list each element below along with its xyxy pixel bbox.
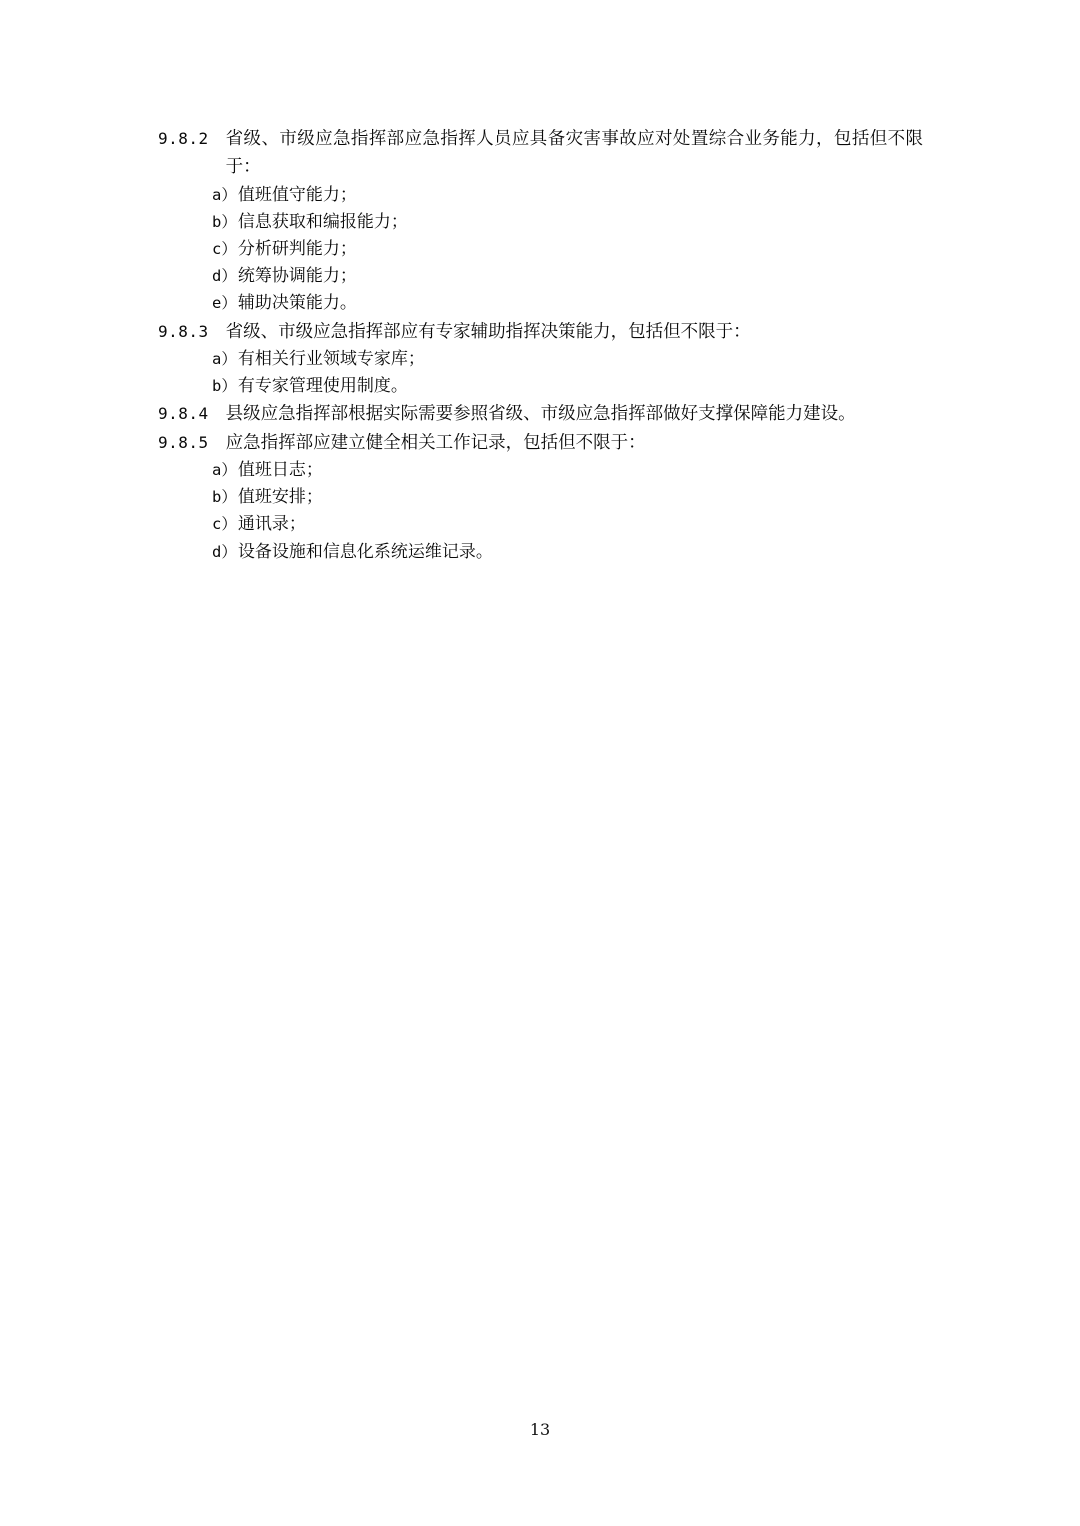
list-item-text: 统筹协调能力； [237,266,357,287]
list-item [212,182,923,209]
clause-number: 9.8.3 [158,321,209,341]
list-item-label: e） [212,294,237,313]
list-item-label: c） [212,240,237,259]
clause-number: 9.8.2 [158,129,209,148]
clause-number: 9.8.5 [158,432,209,452]
page-number: 13 [529,1420,551,1439]
list-item [212,290,923,317]
list-item [212,209,923,236]
clause-heading [158,400,923,428]
list-item-label: a） [212,461,237,480]
list-item [212,457,923,484]
list-item-label: d） [212,267,237,286]
list-item-label: b） [212,488,237,507]
clause-block [158,318,923,401]
list-item [212,263,923,290]
clause-text: 省级、市级应急指挥部应急指挥人员应具备灾害事故应对处置综合业务能力，包括但不限于： [225,129,923,178]
clause-number: 9.8.4 [158,404,209,424]
list-item-label: b） [212,377,237,396]
clause-text: 省级、市级应急指挥部应有专家辅助指挥决策能力，包括但不限于： [225,321,751,342]
list-item-label: a） [212,349,237,368]
document-body [158,125,923,566]
list-item-label: a） [212,185,237,204]
list-item [212,511,923,538]
clause-heading [158,125,923,182]
list-item-text: 有专家管理使用制度。 [237,376,408,397]
list-item-label: c） [212,515,237,534]
list-item [212,484,923,511]
list-item [212,236,923,263]
list-item-text: 值班安排； [237,487,323,508]
list-item-text: 值班值守能力； [237,184,357,205]
list-item-text: 有相关行业领域专家库； [237,348,425,369]
list-item-text: 设备设施和信息化系统运维记录。 [237,541,493,562]
clause-heading [158,318,923,346]
clause-block [158,125,923,318]
list-item-text: 信息获取和编报能力； [237,211,408,232]
list-item [212,346,923,373]
list-item-text: 分析研判能力； [237,239,357,260]
list-item [212,539,923,566]
list-item [212,373,923,400]
clause-text: 应急指挥部应建立健全相关工作记录，包括但不限于： [225,432,646,453]
list-item-text: 辅助决策能力。 [237,293,357,314]
clause-heading [158,429,923,457]
clause-block [158,400,923,428]
clause-text: 县级应急指挥部根据实际需要参照省级、市级应急指挥部做好支撑保障能力建设。 [225,404,856,425]
list-item-text: 通讯录； [237,514,306,535]
list-item-label: d） [212,542,237,561]
clause-block [158,429,923,566]
list-item-text: 值班日志； [237,460,323,481]
list-item-label: b） [212,212,237,231]
